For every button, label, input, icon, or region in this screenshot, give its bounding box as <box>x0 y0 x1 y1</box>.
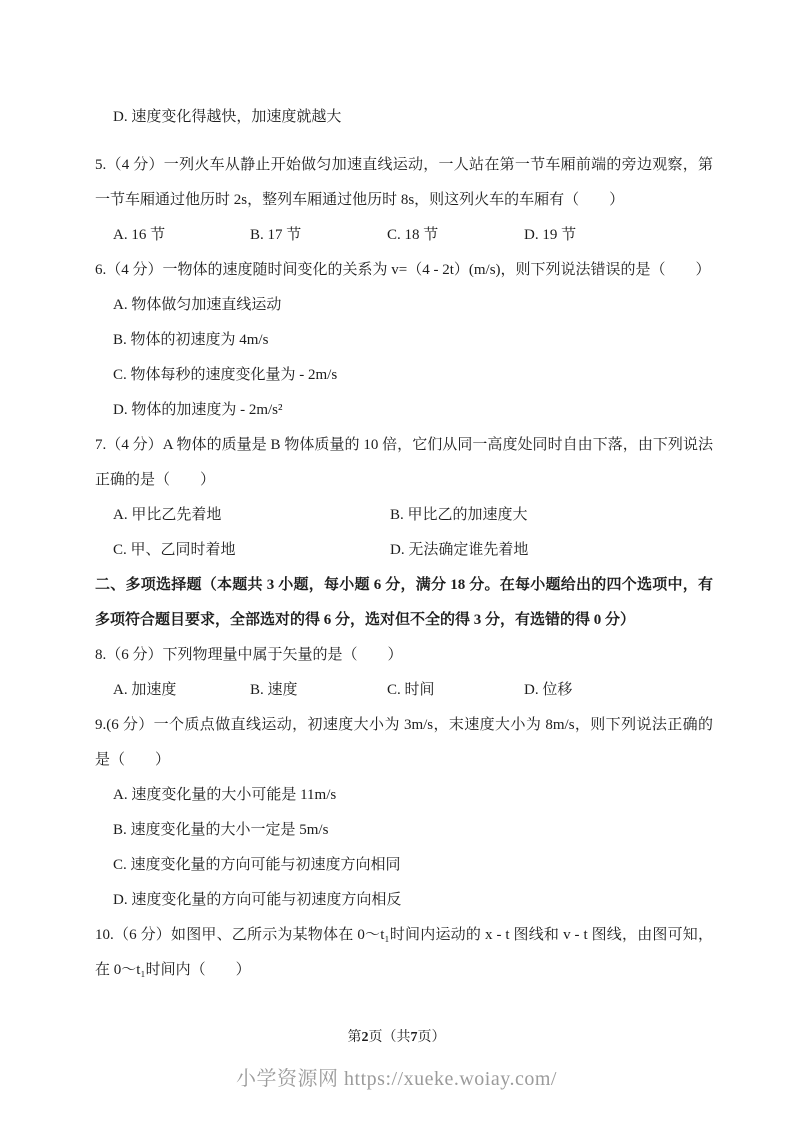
question-7-option-b: B. 甲比乙的加速度大 <box>390 507 528 523</box>
question-10-stem: 10.（6 分）如图甲、乙所示为某物体在 0～t₁时间内运动的 x - t 图线和 v - t 图线，由图可知，在 0～t₁时间内（ ） <box>95 927 713 978</box>
question-9-option-d: D. 速度变化量的方向可能与初速度方向相反 <box>113 892 402 908</box>
question-6-option-b: B. 物体的初速度为 4m/s <box>113 332 269 348</box>
watermark: 小学资源网 https://xueke.woiay.com/ <box>236 1068 557 1090</box>
question-9-option-a: A. 速度变化量的大小可能是 11m/s <box>113 787 337 803</box>
question-8-option-a: A. 加速度 <box>113 682 177 698</box>
footer-text-suffix: 页） <box>417 1030 446 1045</box>
question-6-option-c: C. 物体每秒的速度变化量为 - 2m/s <box>113 367 338 383</box>
footer-total-pages: 7 <box>410 1030 418 1045</box>
question-8-option-b: B. 速度 <box>250 682 298 698</box>
question-5-option-b: B. 17 节 <box>250 227 302 243</box>
section-2-header: 二、多项选择题（本题共 3 小题，每小题 6 分，满分 18 分。在每小题给出的四个选项中，有多项符合题目要求，全部选对的得 6 分，选对但不全的得 3 分，有选错的得 0 分） <box>95 577 713 628</box>
question-7-options-row-1 <box>95 498 713 533</box>
question-5-option-a: A. 16 节 <box>113 227 166 243</box>
question-8-option-d: D. 位移 <box>524 682 573 698</box>
question-8-options <box>95 673 713 708</box>
page-footer <box>0 1026 793 1046</box>
question-4-option-d: D. 速度变化得越快，加速度就越大 <box>113 109 342 125</box>
question-6-stem: 6.（4 分）一物体的速度随时间变化的关系为 v=（4 - 2t）(m/s)，则下列说法错误的是（ ） <box>95 262 711 278</box>
footer-text-middle: 页（共 <box>368 1030 411 1045</box>
question-7-options-row-2 <box>95 533 713 568</box>
question-5-options <box>95 218 713 253</box>
question-9-option-b: B. 速度变化量的大小一定是 5m/s <box>113 822 329 838</box>
footer-text-prefix: 第 <box>347 1030 362 1045</box>
footer-page-number: 2 <box>361 1030 369 1045</box>
question-7-option-c: C. 甲、乙同时着地 <box>113 542 236 558</box>
question-9-stem: 9.(6 分）一个质点做直线运动，初速度大小为 3m/s，末速度大小为 8m/s，则下列说法正确的是（ ） <box>95 717 713 768</box>
question-8-option-c: C. 时间 <box>387 682 435 698</box>
question-6-option-d: D. 物体的加速度为 - 2m/s² <box>113 402 283 418</box>
question-7-option-a: A. 甲比乙先着地 <box>113 507 222 523</box>
question-9-option-c: C. 速度变化量的方向可能与初速度方向相同 <box>113 857 401 873</box>
question-7-stem: 7.（4 分）A 物体的质量是 B 物体质量的 10 倍，它们从同一高度处同时自由下落，由下列说法正确的是（ ） <box>95 437 713 488</box>
question-7-option-d: D. 无法确定谁先着地 <box>390 542 529 558</box>
question-5-option-d: D. 19 节 <box>524 227 577 243</box>
page-content <box>95 100 713 988</box>
question-8-stem: 8.（6 分）下列物理量中属于矢量的是（ ） <box>95 647 403 663</box>
question-6-option-a: A. 物体做匀加速直线运动 <box>113 297 282 313</box>
question-5-stem: 5.（4 分）一列火车从静止开始做匀加速直线运动，一人站在第一节车厢前端的旁边观察，第一节车厢通过他历时 2s，整列车厢通过他历时 8s，则这列火车的车厢有（ ） <box>95 157 713 208</box>
question-5-option-c: C. 18 节 <box>387 227 439 243</box>
